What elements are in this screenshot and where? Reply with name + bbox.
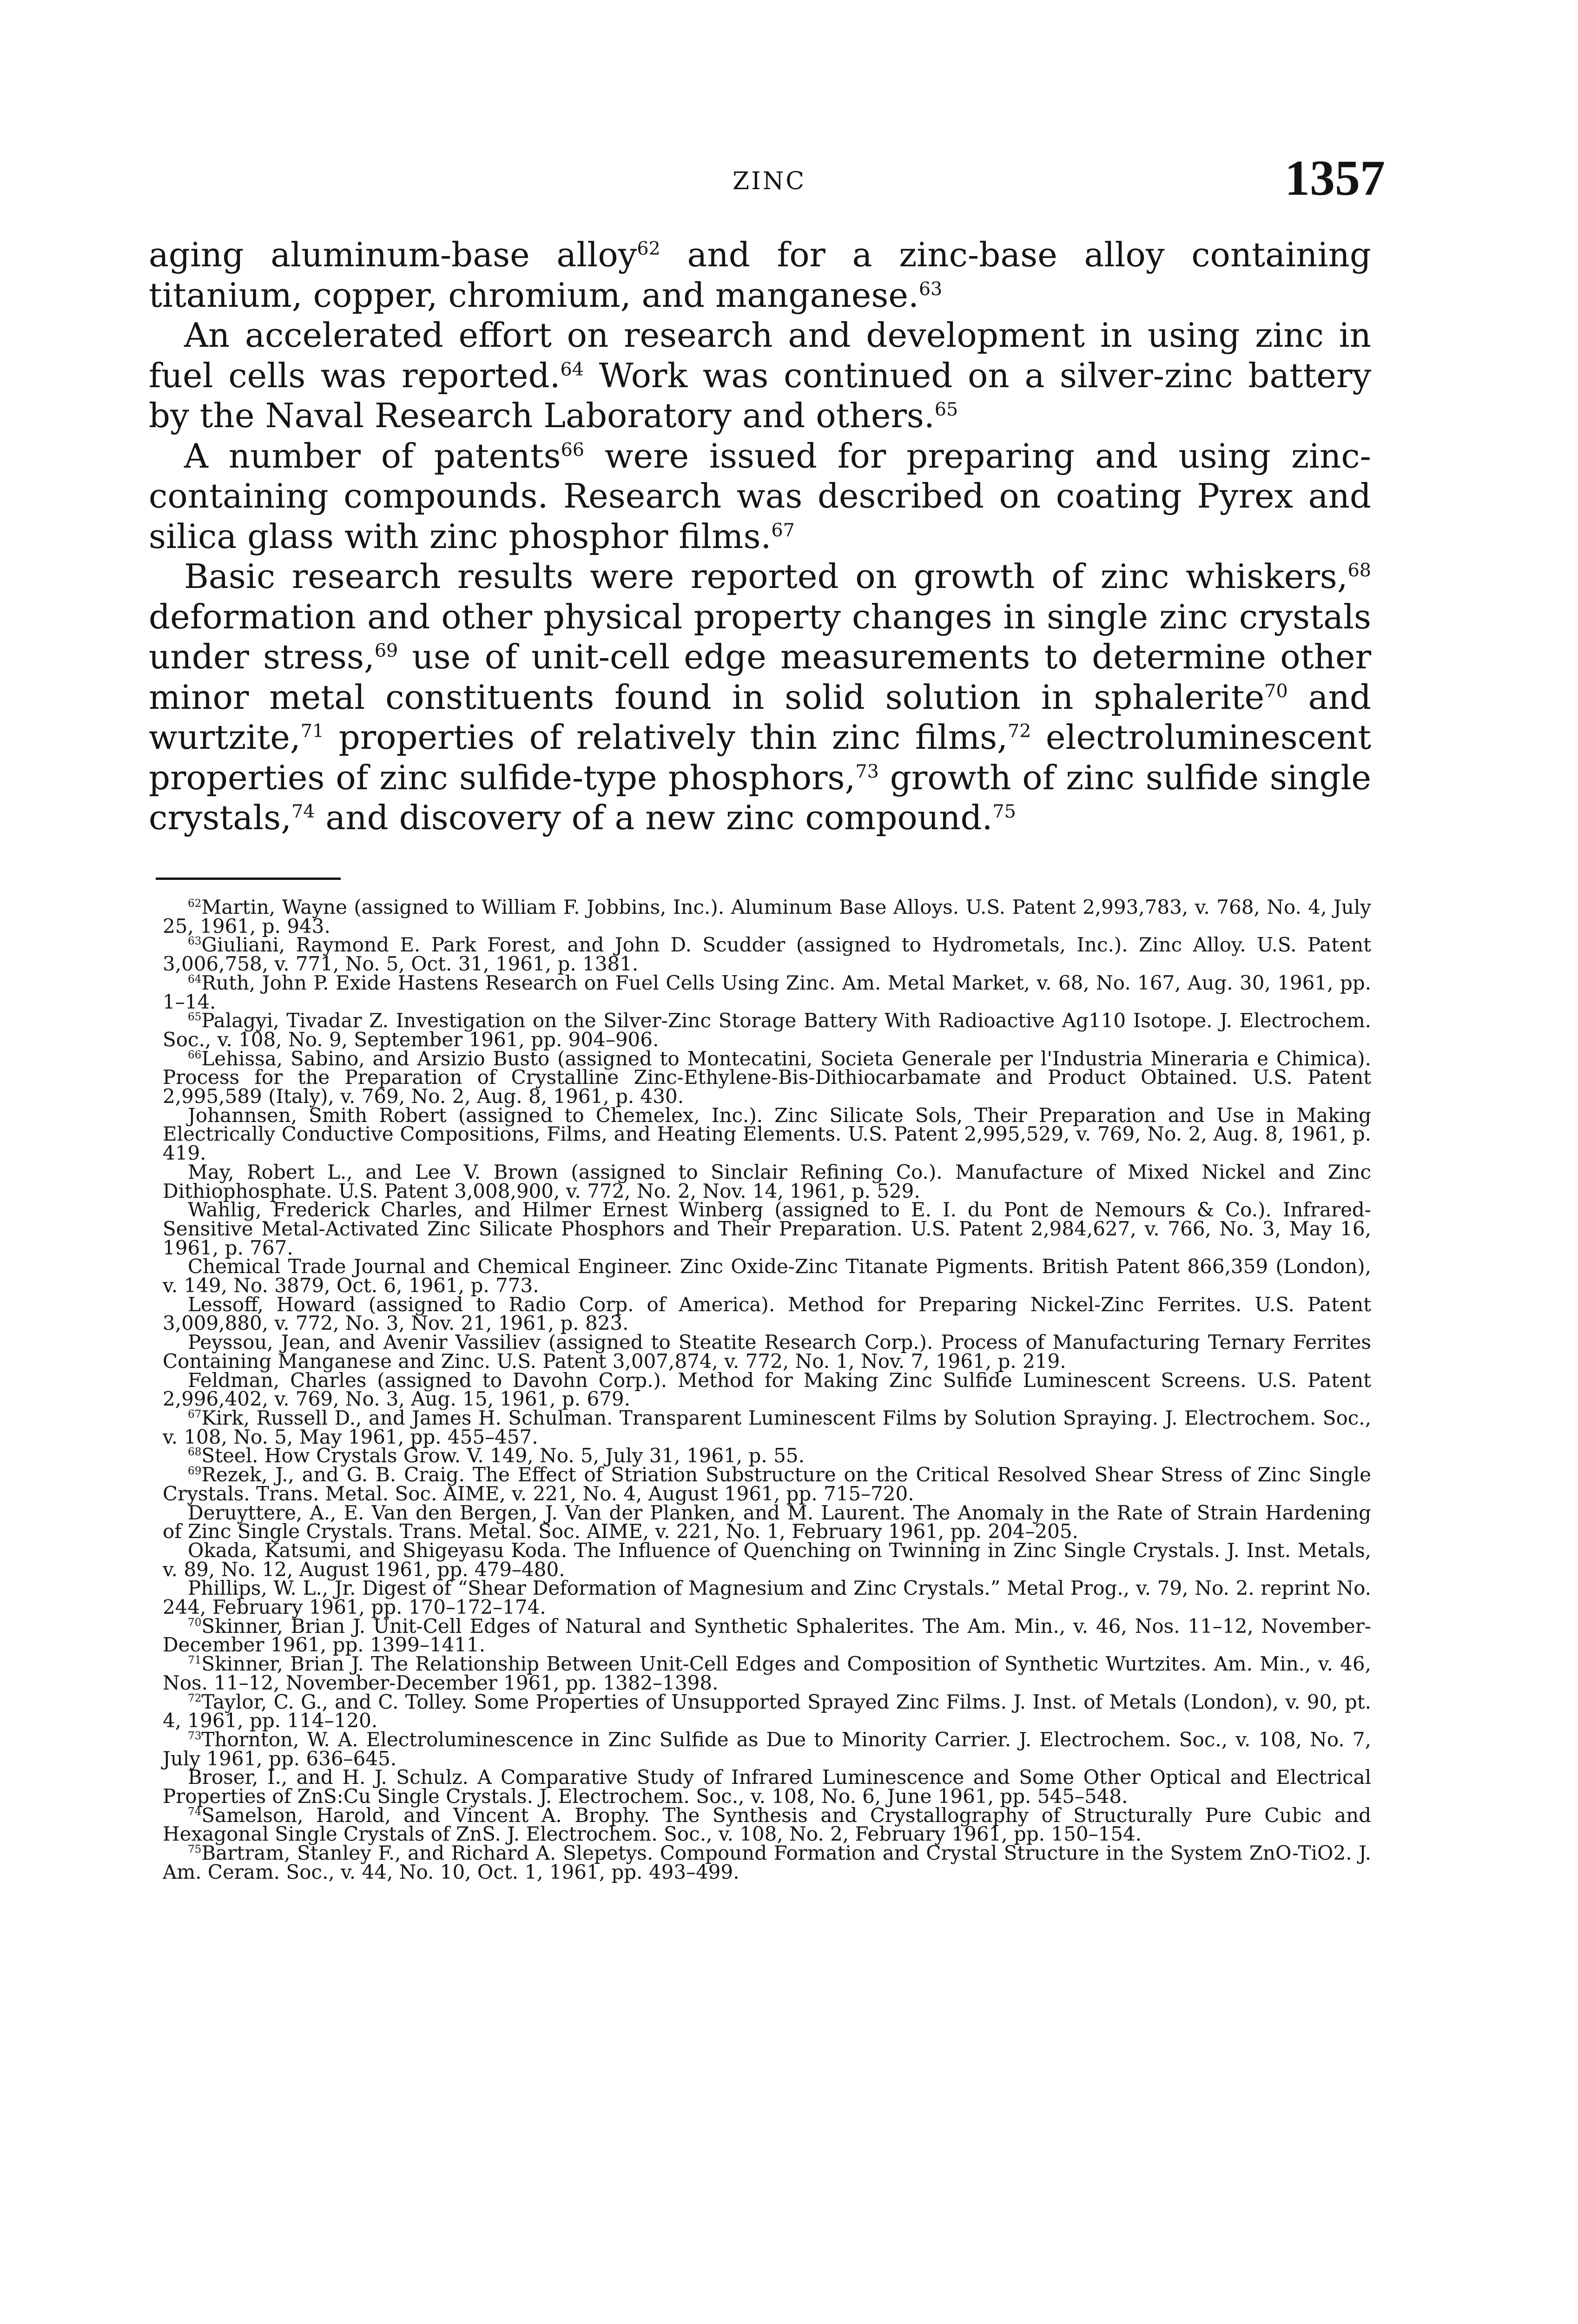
paragraph-text: were issued for preparing and using zinc-containing compounds. Research was described on coating Pyrex and silica glass with zinc phosphor films. (149, 436, 1371, 556)
body-paragraph (149, 436, 1371, 557)
footnote-number: 71 (188, 1654, 202, 1667)
footnote-text: Kirk, Russell D., and James H. Schulman. Transparent Luminescent Films by Solution Spraying. J. Electrochem. Soc., v. 108, No. 5, May 1961, pp. 455–457. (163, 1406, 1371, 1448)
body-text (149, 235, 1371, 838)
paragraph-text: properties of relatively thin zinc films, (324, 718, 1008, 757)
footnote-ref: 70 (1264, 680, 1288, 702)
footnote-text: Samelson, Harold, and Vincent A. Brophy. The Synthesis and Crystallography of Structurally Pure Cubic and Hexagonal Single Crystals of ZnS. J. Electrochem. Soc., v. 108, No. 2, February 1961, pp. 150–154. (163, 1803, 1371, 1846)
body-paragraph (149, 556, 1371, 838)
footnote-number: 62 (188, 898, 202, 910)
footnote (163, 1333, 1371, 1371)
footnote (163, 1803, 1371, 1846)
footnote-number: 66 (188, 1049, 202, 1061)
footnote-text: Deruyttere, A., E. Van den Bergen, J. Van der Planken, and M. Laurent. The Anomaly in the Rate of Strain Hardening of Zinc Single Crystals. Trans. Metal. Soc. AIME, v. 221, No. 1, February 1961, pp. 204–205. (163, 1501, 1371, 1543)
footnote (163, 1730, 1371, 1768)
footnote-ref: 72 (1008, 720, 1031, 742)
footnote-text: Feldman, Charles (assigned to Davohn Corp.). Method for Making Zinc Sulfide Luminescent Screens. U.S. Patent 2,996,402, v. 769, No. 3, Aug. 15, 1961, p. 679. (163, 1368, 1371, 1411)
footnote (163, 1406, 1371, 1448)
footnote-text: Johannsen, Smith Robert (assigned to Chemelex, Inc.). Zinc Silicate Sols, Their Preparation and Use in Making Electrically Conductive Compositions, Films, and Heating Elements. U.S. Patent 2,995,529, v. 769, No. 2, Aug. 8, 1961, p. 419. (163, 1103, 1371, 1165)
footnote (163, 1463, 1371, 1505)
footnote-ref: 64 (560, 358, 584, 380)
footnote-text: Rezek, J., and G. B. Craig. The Effect of Striation Substructure on the Critical Resolved Shear Stress of Zinc Single Crystals. Trans. Metal. Soc. AIME, v. 221, No. 4, August 1961, pp. 715–720. (163, 1463, 1371, 1505)
footnote-ref: 75 (992, 801, 1016, 822)
footnote-ref: 71 (300, 720, 324, 742)
paragraph-text: Work was continued on a silver-zinc battery by the Naval Research Laboratory and others. (149, 356, 1371, 435)
footnote (163, 898, 1371, 936)
footnote-ref: 68 (1347, 560, 1371, 581)
footnote-text: Lehissa, Sabino, and Arsizio Busto (assigned to Montecatini, Societa Generale per l'Industria Mineraria e Chimica). Process for the Preparation of Crystalline Zinc-Ethylene-Bis-Dithiocarbamate and Product Obtained. U.S. Patent 2,995,589 (Italy), v. 769, No. 2, Aug. 8, 1961, p. 430. (163, 1047, 1371, 1108)
footnote-ref: 74 (291, 801, 315, 822)
footnote-text: Bartram, Stanley F., and Richard A. Slepetys. Compound Formation and Crystal Structure in the System ZnO-TiO2. J. Am. Ceram. Soc., v. 44, No. 10, Oct. 1, 1961, pp. 493–499. (163, 1842, 1371, 1883)
footnote-number: 69 (188, 1465, 202, 1478)
paragraph-text: electroluminescent properties of zinc sulfide-type phosphors, (149, 718, 1371, 797)
footnote-ref: 67 (771, 519, 795, 541)
paragraph-text: use of unit-cell edge measurements to determine other minor metal constituents found in solid solution in sphalerite (149, 637, 1371, 717)
running-title: ZINC (733, 167, 806, 195)
footnote (163, 933, 1371, 976)
footnote (163, 1690, 1371, 1732)
footnote-number: 70 (188, 1616, 202, 1629)
footnote-number: 63 (188, 935, 202, 948)
footnote (163, 1844, 1371, 1882)
footnote-ref: 73 (855, 760, 879, 782)
running-head (153, 153, 1385, 214)
footnote-text: Skinner, Brian J. The Relationship Between Unit-Cell Edges and Composition of Synthetic Wurtzites. Am. Min., v. 46, Nos. 11–12, November-December 1961, pp. 1382–1398. (163, 1652, 1371, 1694)
footnote-text: Lessoff, Howard (assigned to Radio Corp. of America). Method for Preparing Nickel-Zinc Ferrites. U.S. Patent 3,009,880, v. 772, No. 3, Nov. 21, 1961, p. 823. (163, 1293, 1371, 1335)
footnote (163, 1579, 1371, 1617)
footnote (163, 1198, 1371, 1259)
footnote (163, 1011, 1371, 1049)
paragraph-text: An accelerated effort on research and development in using zinc in fuel cells was reported. (149, 316, 1371, 395)
footnote-text: Okada, Katsumi, and Shigeyasu Koda. The Influence of Quenching on Twinning in Zinc Single Crystals. J. Inst. Metals, v. 89, No. 12, August 1961, pp. 479–480. (163, 1538, 1371, 1581)
footnote (163, 1368, 1371, 1411)
footnote-number: 65 (188, 1011, 202, 1023)
footnote-number: 73 (188, 1730, 202, 1742)
footnote (163, 1768, 1371, 1806)
footnote-text: Taylor, C. G., and C. Tolley. Some Properties of Unsupported Sprayed Zinc Films. J. Inst. of Metals (London), v. 90, pt. 4, 1961, pp. 114–120. (163, 1690, 1371, 1732)
footnote-ref: 66 (561, 439, 584, 461)
paragraph-text: aging aluminum-base alloy (149, 235, 637, 274)
footnote-text: Palagyi, Tivadar Z. Investigation on the Silver-Zinc Storage Battery With Radioactive Ag110 Isotope. J. Electrochem. Soc., v. 108, No. 9, September 1961, pp. 904–906. (163, 1009, 1371, 1051)
footnote-ref: 69 (374, 640, 398, 661)
footnote-text: Peyssou, Jean, and Avenir Vassiliev (assigned to Steatite Research Corp.). Process of Manufacturing Ternary Ferrites Containing Manganese and Zinc. U.S. Patent 3,007,874, v. 772, No. 1, Nov. 7, 1961, p. 219. (163, 1331, 1371, 1373)
body-paragraph (149, 315, 1371, 436)
page-number: 1357 (1285, 151, 1385, 206)
footnote-number: 67 (188, 1408, 202, 1420)
footnote (163, 1257, 1371, 1295)
footnote-text: Martin, Wayne (assigned to William F. Jobbins, Inc.). Aluminum Base Alloys. U.S. Patent 2,993,783, v. 768, No. 4, July 25, 1961, p. 943. (163, 896, 1371, 938)
paragraph-text: and for a zinc-base alloy containing titanium, copper, chromium, and manganese. (149, 235, 1371, 315)
footnote-text: Chemical Trade Journal and Chemical Engineer. Zinc Oxide-Zinc Titanate Pigments. British Patent 866,359 (London), v. 149, No. 3879, Oct. 6, 1961, p. 773. (163, 1255, 1371, 1297)
footnote (163, 1501, 1371, 1543)
footnote (163, 1047, 1371, 1108)
footnote (163, 1295, 1371, 1333)
footnote (163, 1614, 1371, 1657)
footnote-text: Thornton, W. A. Electroluminescence in Zinc Sulfide as Due to Minority Carrier. J. Electrochem. Soc., v. 108, No. 7, July 1961, pp. 636–645. (163, 1728, 1371, 1770)
paragraph-text: deformation and other physical property changes in single zinc crystals under stress, (149, 597, 1371, 676)
footnote (163, 1160, 1371, 1202)
paragraph-text: and wurtzite, (149, 677, 1372, 757)
footnote-text: Broser, I., and H. J. Schulz. A Comparative Study of Infrared Luminescence and Some Other Optical and Electrical Properties of ZnS:Cu Single Crystals. J. Electrochem. Soc., v. 108, No. 6, June 1961, pp. 545–548. (163, 1766, 1371, 1808)
footnote-number: 68 (188, 1446, 202, 1459)
footnote (163, 971, 1371, 1013)
footnote-number: 72 (188, 1692, 202, 1704)
footnote-text: Ruth, John P. Exide Hastens Research on Fuel Cells Using Zinc. Am. Metal Market, v. 68, No. 167, Aug. 30, 1961, pp. 1–14. (163, 971, 1371, 1013)
footnote-text: Phillips, W. L., Jr. Digest of “Shear Deformation of Magnesium and Zinc Crystals.” Metal Prog., v. 79, No. 2. reprint No. 244, February 1961, pp. 170–172–174. (163, 1577, 1371, 1619)
footnote (163, 1103, 1371, 1165)
footnote-text: Giuliani, Raymond E. Park Forest, and John D. Scudder (assigned to Hydrometals, Inc.). Zinc Alloy. U.S. Patent 3,006,758, v. 771, No. 5, Oct. 31, 1961, p. 1381. (163, 933, 1371, 976)
footnote-number: 64 (188, 973, 202, 985)
footnote-text: Skinner, Brian J. Unit-Cell Edges of Natural and Synthetic Sphalerites. The Am. Min., v. 46, Nos. 11–12, November-December 1961, pp. 1399–1411. (163, 1614, 1371, 1657)
footnote (163, 1446, 1371, 1466)
footnote-ref: 65 (934, 399, 958, 420)
paragraph-text: growth of zinc sulfide single crystals, (149, 758, 1371, 837)
footnote-ref: 63 (918, 278, 943, 300)
paragraph-text: and discovery of a new zinc compound. (315, 798, 993, 837)
footnote (163, 1652, 1371, 1694)
paragraph-text: A number of patents (184, 436, 561, 475)
footnote-text: May, Robert L., and Lee V. Brown (assigned to Sinclair Refining Co.). Manufacture of Mixed Nickel and Zinc Dithiophosphate. U.S. Patent 3,008,900, v. 772, No. 2, Nov. 14, 1961, p. 529. (163, 1160, 1371, 1202)
footnote (163, 1538, 1371, 1581)
body-paragraph (149, 235, 1371, 315)
footnote-number: 74 (188, 1805, 202, 1818)
footnote-text: Steel. How Crystals Grow. V. 149, No. 5, July 31, 1961, p. 55. (201, 1444, 805, 1467)
footnote-text: Wahlig, Frederick Charles, and Hilmer Ernest Winberg (assigned to E. I. du Pont de Nemours & Co.). Infrared-Sensitive Metal-Activated Zinc Silicate Phosphors and Their Preparation. U.S. Patent 2,984,627, v. 766, No. 3, May 16, 1961, p. 767. (163, 1198, 1371, 1259)
paragraph-text: Basic research results were reported on growth of zinc whiskers, (184, 557, 1348, 596)
footnote-number: 75 (188, 1843, 202, 1856)
footnotes (163, 898, 1371, 1882)
footnote-ref: 62 (637, 238, 660, 259)
footnote-rule (156, 878, 341, 880)
